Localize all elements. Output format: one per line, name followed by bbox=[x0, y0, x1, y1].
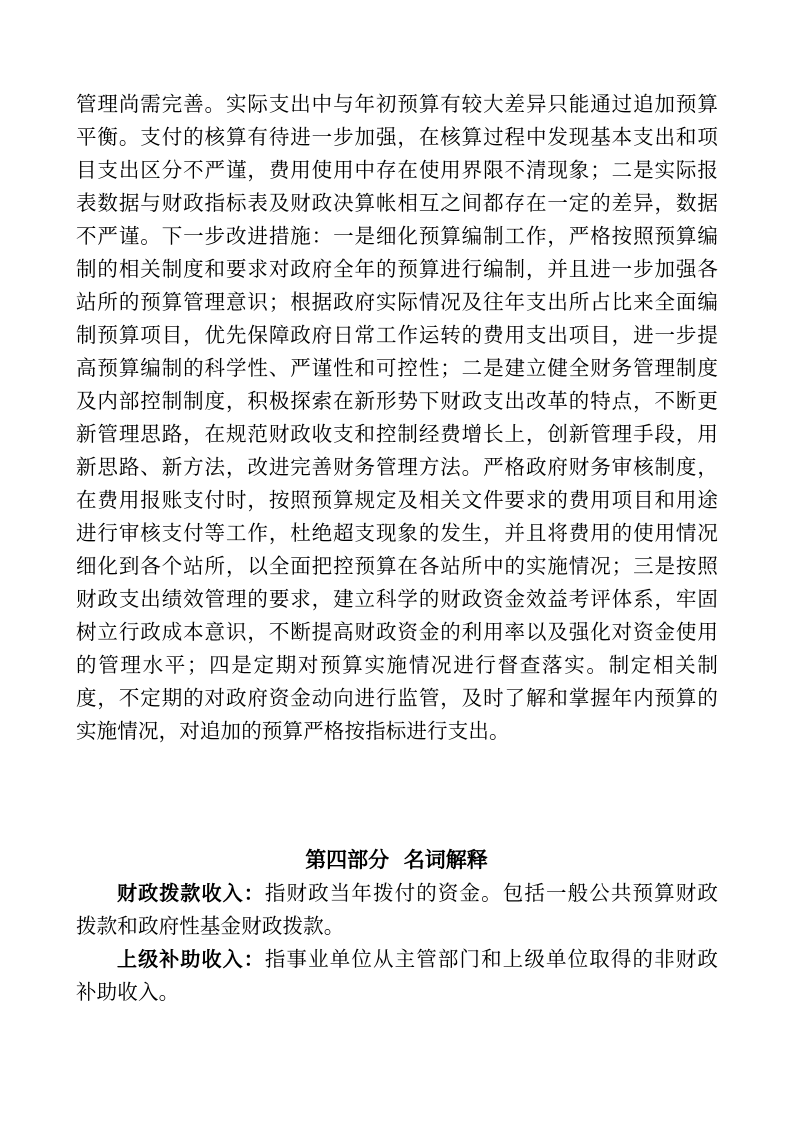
term-definition: 指事业单位从主管部门和上级单位取得的非财政 bbox=[264, 947, 718, 971]
term-definition-continued: 补助收入。 bbox=[76, 980, 180, 1004]
paragraph-line: 平衡。支付的核算有待进一步加强，在核算过程中发现基本支出和项 bbox=[76, 125, 718, 149]
paragraph-line: 目支出区分不严谨，费用使用中存在使用界限不清现象；二是实际报 bbox=[76, 158, 718, 182]
paragraph-line: 进行审核支付等工作，杜绝超支现象的发生，并且将费用的使用情况 bbox=[76, 521, 718, 545]
paragraph-line: 制的相关制度和要求对政府全年的预算进行编制，并且进一步加强各 bbox=[76, 257, 718, 281]
paragraph-line: 管理尚需完善。实际支出中与年初预算有较大差异只能通过追加预算 bbox=[76, 92, 718, 116]
paragraph-line: 度，不定期的对政府资金动向进行监管，及时了解和掌握年内预算的 bbox=[76, 686, 718, 710]
paragraph-line: 树立行政成本意识，不断提高财政资金的利用率以及强化对资金使用 bbox=[76, 620, 718, 644]
paragraph-line: 新管理思路，在规范财政收支和控制经费增长上，创新管理手段，用 bbox=[76, 422, 718, 446]
paragraph-line: 站所的预算管理意识；根据政府实际情况及往年支出所占比来全面编 bbox=[76, 290, 718, 314]
paragraph-line: 表数据与财政指标表及财政决算帐相互之间都存在一定的差异，数据 bbox=[76, 191, 718, 215]
paragraph-line: 实施情况，对追加的预算严格按指标进行支出。 bbox=[76, 719, 510, 743]
paragraph-line: 的管理水平；四是定期对预算实施情况进行督查落实。制定相关制 bbox=[76, 653, 718, 677]
paragraph-line: 在费用报账支付时，按照预算规定及相关文件要求的费用项目和用途 bbox=[76, 488, 718, 512]
term-label: 上级补助收入： bbox=[117, 947, 265, 971]
paragraph-line: 财政支出绩效管理的要求，建立科学的财政资金效益考评体系，牢固 bbox=[76, 587, 718, 611]
term-line bbox=[117, 941, 718, 977]
section-heading: 第四部分 名词解释 bbox=[305, 848, 488, 872]
paragraph-line: 细化到各个站所，以全面把控预算在各站所中的实施情况；三是按照 bbox=[76, 554, 718, 578]
paragraph-line: 新思路、新方法，改进完善财务管理方法。严格政府财务审核制度， bbox=[76, 455, 718, 479]
paragraph-line: 不严谨。下一步改进措施：一是细化预算编制工作，严格按照预算编 bbox=[76, 224, 718, 248]
paragraph-line: 及内部控制制度，积极探索在新形势下财政支出改革的特点，不断更 bbox=[76, 389, 718, 413]
term-line bbox=[117, 875, 718, 911]
paragraph-line: 制预算项目，优先保障政府日常工作运转的费用支出项目，进一步提 bbox=[76, 323, 718, 347]
term-definition: 指财政当年拨付的资金。包括一般公共预算财政 bbox=[264, 881, 718, 905]
term-definition-continued: 拨款和政府性基金财政拨款。 bbox=[76, 914, 345, 938]
term-label: 财政拨款收入： bbox=[117, 881, 265, 905]
paragraph-line: 高预算编制的科学性、严谨性和可控性；二是建立健全财务管理制度 bbox=[76, 356, 718, 380]
